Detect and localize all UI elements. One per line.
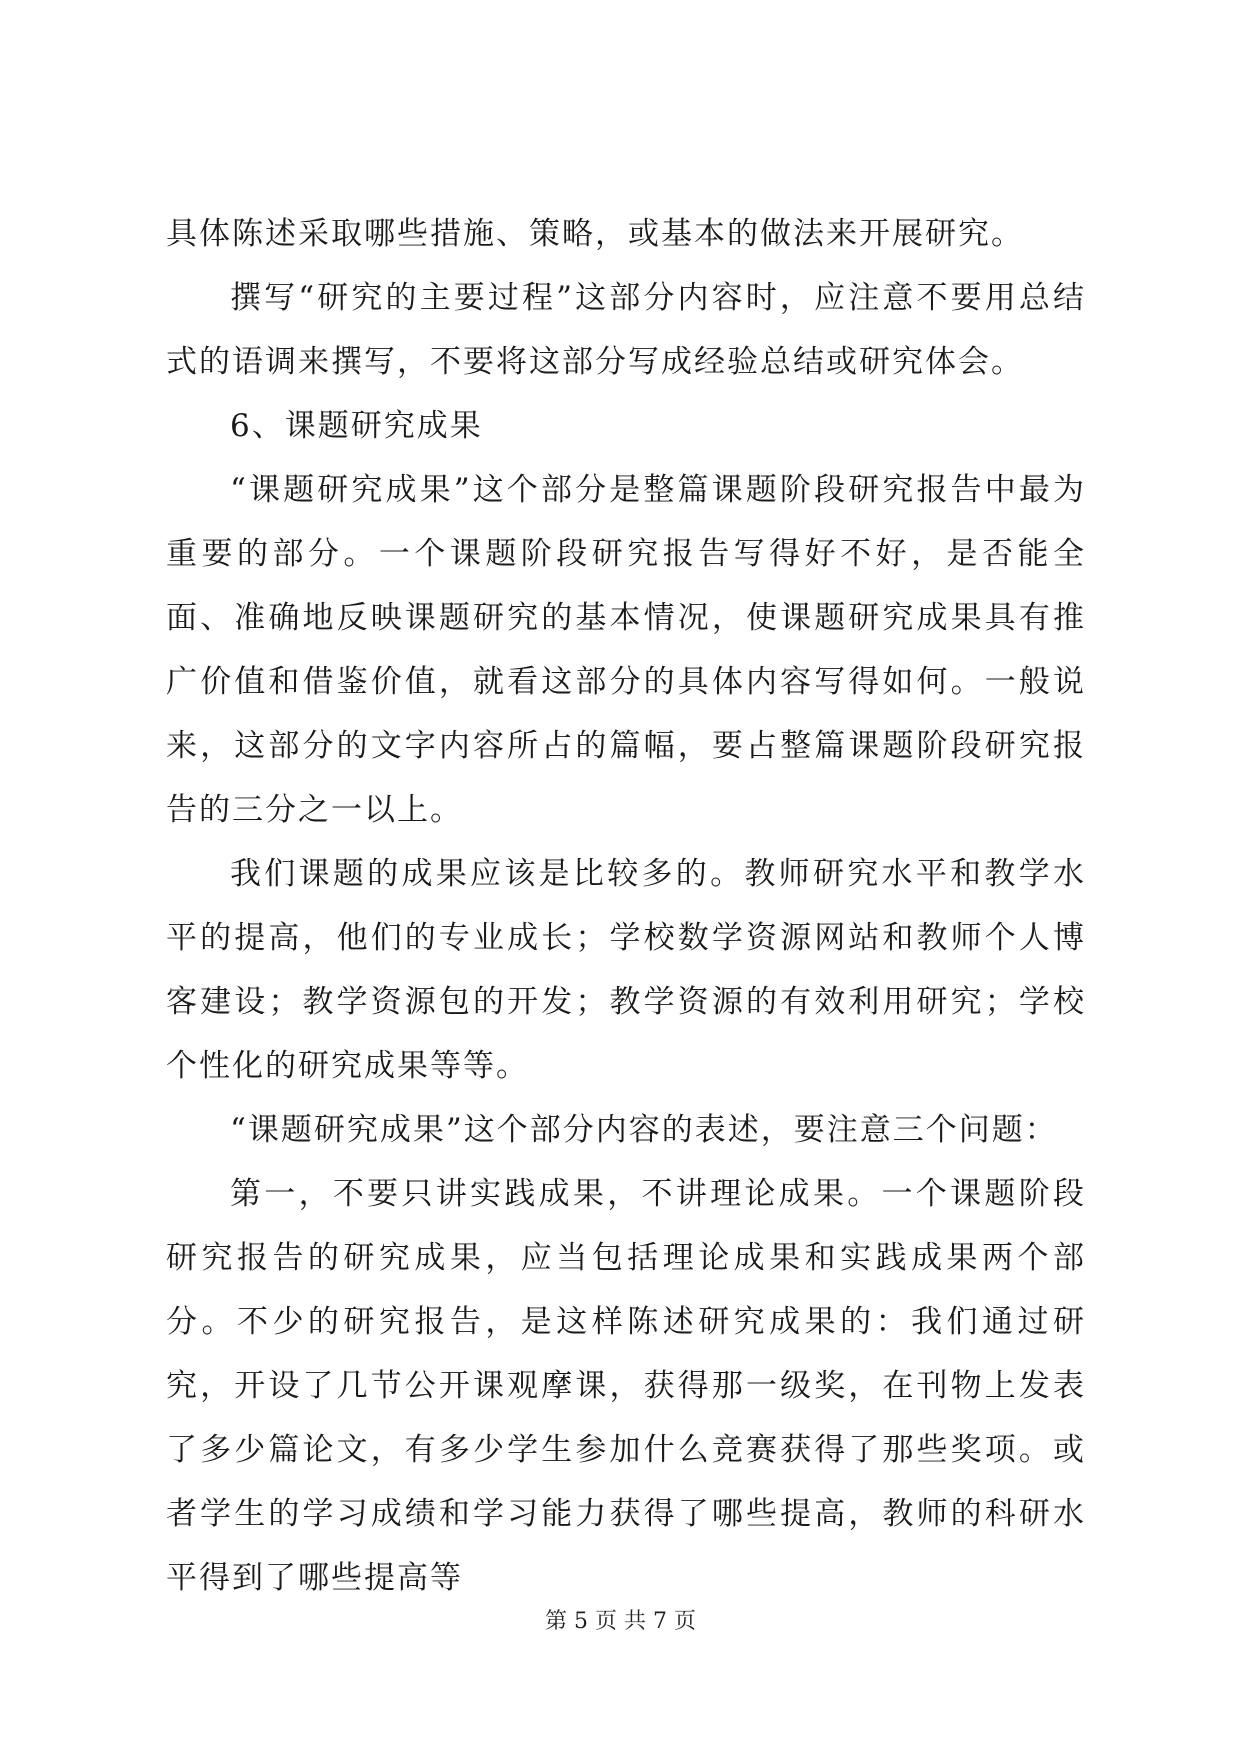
paragraph: 撰写“研究的主要过程”这部分内容时，应注意不要用总结式的语调来撰写，不要将这部分写成经验总结或研究体会。: [166, 280, 1086, 380]
section-heading: 6、课题研究成果: [230, 408, 483, 444]
paragraph: 具体陈述采取哪些措施、策略，或基本的做法来开展研究。: [166, 216, 1024, 252]
document-body: [166, 202, 1086, 1610]
paragraph: “课题研究成果”这个部分是整篇课题阶段研究报告中最为重要的部分。一个课题阶段研究报告写得好不好，是否能全面、准确地反映课题研究的基本情况，使课题研究成果具有推广价值和借鉴价值，就看这部分的具体内容写得如何。一般说来，这部分的文字内容所占的篇幅，要占整篇课题阶段研究报告的三分之一以上。: [166, 472, 1086, 828]
paragraph: “课题研究成果”这个部分内容的表述，要注意三个问题：: [230, 1112, 1058, 1148]
paragraph: 我们课题的成果应该是比较多的。教师研究水平和教学水平的提高，他们的专业成长；学校数学资源网站和教师个人博客建设；教学资源包的开发；教学资源的有效利用研究；学校个性化的研究成果等等。: [166, 856, 1086, 1084]
paragraph: 第一，不要只讲实践成果，不讲理论成果。一个课题阶段研究报告的研究成果，应当包括理论成果和实践成果两个部分。不少的研究报告，是这样陈述研究成果的：我们通过研究，开设了几节公开课观摩课，获得那一级奖，在刊物上发表了多少篇论文，有多少学生参加什么竞赛获得了那些奖项。或者学生的学习成绩和学习能力获得了哪些提高，教师的科研水平得到了哪些提高等: [166, 1176, 1086, 1596]
page-number-footer: 第 5 页 共 7 页: [545, 1609, 696, 1634]
